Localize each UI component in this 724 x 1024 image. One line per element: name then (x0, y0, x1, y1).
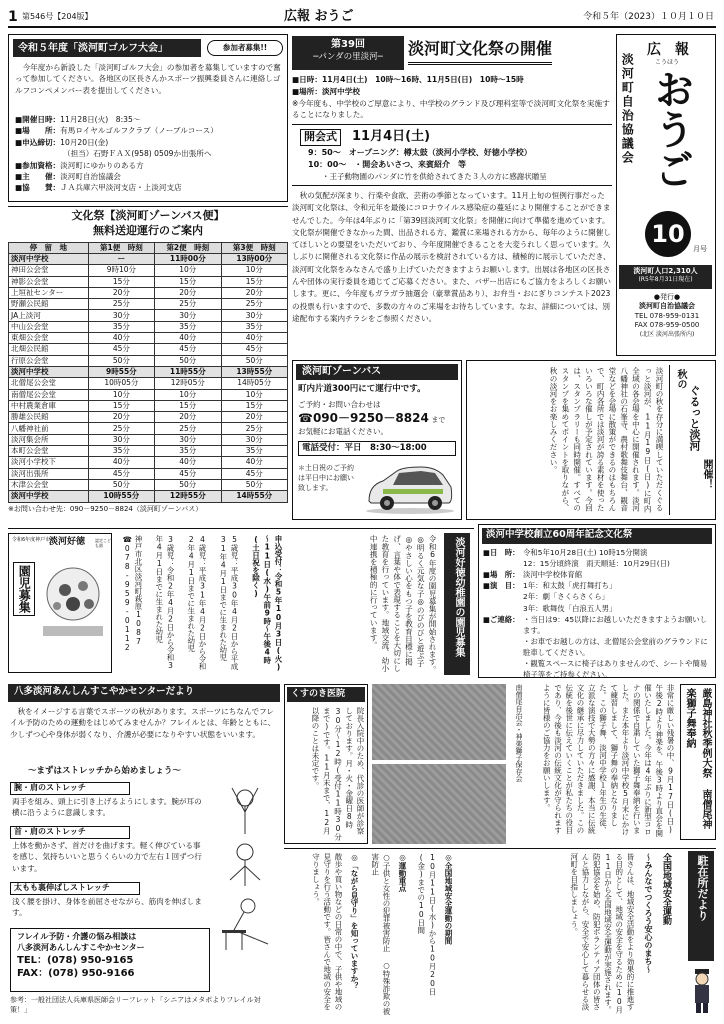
anniversary-title: 淡河中学校創立60周年記念文化祭 (482, 528, 712, 544)
bus-time-cell: 45分 (155, 344, 221, 355)
bus-time-cell: 45分 (88, 344, 154, 355)
kindergarten-contact: 神戸市北区淡河町萩原1087 ☎078-959-0112 (122, 535, 143, 652)
bus-time-cell: 40分 (221, 333, 287, 344)
zone-bus-note: ＊土日祝のご予約は平日中にお願い致します。 (298, 464, 354, 493)
masthead-issuer: ●発行● 淡河町自治協議会 TEL 078-959-0131 FAX 078-959-0500 (北区 淡河出張所内) (634, 293, 700, 338)
zone-bus-section (292, 360, 462, 520)
golf-details (15, 114, 283, 194)
kindergarten-title: 淡河好徳幼稚園の園児募集 (444, 533, 470, 675)
police-point-label: ◎運動重点 (398, 853, 407, 892)
festival-title: 淡河町文化祭の開催 (408, 38, 552, 65)
kindergarten-flyer: 令和6年度神戸市立 淡河好徳 認定こども園 園児募集 (8, 533, 112, 673)
bus-stop-cell: 淡河出張所 (9, 468, 89, 479)
bus-stop-cell: 神田公会堂 (9, 265, 89, 276)
care-center-intro: 秋をイメージする言葉でスポーツの秋があります。スポーツにちなんでフレイル予防のための運動をはじめてみませんか？フレイルとは、年齢とともに、少しずつ心や身体が弱くなり、介護が必要になりやすい状態をいいます。 (10, 707, 276, 739)
shrine-body: 非常に厳しい残暑の中、9月17日(日)午後2時より神楽を、午後3時より直会を開催いたしました。今年は4年ぶりに新型コロナの関係で自粛していた獅子舞奉納を行いました。また本年より淡河中学校5月末にかけて練習しまして、獅子舞の奉納となりました。この獅子舞、淡河中学校１年生の生徒、立派な演技で大勢の方々に感謝、本当に伝統文化の継承に尽力していただきました。この伝統を後世に伝えていくことが私たちの役目であり、今後も淡河の伝統文化が守られますように皆様のご協力をお願いします。 (542, 684, 675, 837)
bus-time-cell: 45分 (221, 344, 287, 355)
festival-section (292, 34, 612, 356)
bus-time-cell: 25分 (221, 299, 287, 310)
kindergarten-age4: 4歳児：平成31年4月2日から令和2年4月1日までに生まれた幼児 (186, 535, 207, 670)
table-row (9, 287, 288, 298)
table-row (9, 366, 288, 377)
zone-bus-contact: ご予約・お問い合わせは (298, 400, 381, 409)
police-watch: ◎「ながら見守り」を知っていますか？ (350, 853, 359, 990)
bus-stop-cell: 上垣祉センター (9, 287, 89, 298)
bus-time-cell: 10分 (221, 389, 287, 400)
bus-time-cell: 40分 (221, 457, 287, 468)
bus-time-cell: 12時55分 (155, 491, 221, 502)
kindergarten-apply: 申込受付：令和5年10月3日(火)～11日(水)午前9時～午後4時(土日祝を除く) (251, 535, 283, 672)
zone-bus-hours: 電話受付：平日 8:30～18:00 (298, 441, 456, 456)
column-header: 停 留 地 (9, 242, 89, 253)
bus-stop-cell: 淡河中学校 (9, 491, 89, 502)
stretch-2-text: 上体を動かさず、首だけを曲げます。軽く伸びている事を感じ、気持ちいいと思うくらいの力で左右１回ずつ行います。 (12, 841, 202, 873)
anniversary-row: 12：15分頃終演 雨天順延：10月29日(日) (523, 559, 670, 569)
table-row (9, 310, 288, 321)
anniversary-row: 2年：劇「さくらさくら」 (523, 592, 610, 602)
anniversary-details (483, 547, 713, 680)
table-row (9, 321, 288, 332)
bus-time-cell: 15分 (88, 400, 154, 411)
page-number: 1 (8, 9, 18, 25)
festival-body: 秋の気配が深まり、行楽や食欲、芸術の季節となっています。11月上旬の恒例行事だった淡河町文化祭は、令和元年を最後にコロナウイルス感染症の蔓延により開催することができませんでした。今年は4年ぶりに「第39回淡河町文化祭」を開催に向けて準備を進めています。文化祭が開催できなかった間、出品される方、鑑賞に来場される方から、毎年のように開催してほしいとの要望をいただいており、今年度開催できることを大変うれしく思っています。久しぶりに開催される文化祭に作品の展示を検討されている方は、積極的に展示していただき、淡河町文化祭をみなさんで盛り上げていただきますようお願いします。出展は各地区の区長さんや団体の実行委員を通じてご応募ください。また、バザー出店にもご協力をよろしくお願いします。更に、今年度もガラガラ抽選会（豪華賞品あり）、お弁当・おにぎりコンテスト2023の投票も行いますので、多数の方々のご来場をお待ちしています。なお、詳細については、別途配布する案内チラシをご参照ください。 (292, 191, 611, 323)
masthead-name: おうご (648, 69, 695, 189)
stretch-1-text: 両手を組み、頭上に引き上げるようにします。腕が耳の横に沿うように意識します。 (12, 797, 202, 818)
issue-date: 令和５年（2023）１０月１０日 (583, 12, 714, 22)
stretch-heading: ～まずはストレッチから始めましょう～ (28, 766, 181, 776)
column-header: 第2便 時刻 (155, 242, 221, 253)
kindergarten-illustration (37, 560, 109, 640)
anniversary-section (478, 524, 716, 678)
bus-time-cell: 14時05分 (221, 378, 287, 389)
bus-stop-cell: 神影公会堂 (9, 276, 89, 287)
bus-stop-cell: 北畑公民館 (9, 344, 89, 355)
masthead-month-suffix: 月号 (693, 245, 707, 253)
bus-time-cell: 20分 (221, 287, 287, 298)
anniversary-row: ■場 所： 淡河中学校体育館 (483, 570, 583, 580)
stretch-3-title: 太もも裏伸ばしストレッチ (10, 882, 140, 895)
care-center-title: 八多淡河あんしんすこやかセンターだより (8, 684, 280, 702)
bus-time-cell: 15分 (221, 400, 287, 411)
column-header: 第3便 時刻 (221, 242, 287, 253)
bus-time-cell: 15分 (155, 276, 221, 287)
shrine-title: 厳島神社秋季例大祭 南僧尾神楽獅子舞奉納 (680, 684, 716, 840)
bus-time-cell: 12時05分 (155, 378, 221, 389)
bus-note: ※お問い合わせ先：090－9250－8824（淡河町ゾーンバス） (8, 504, 203, 513)
bus-stop-cell: 野瀬公民館 (9, 299, 89, 310)
masthead-month-circle: 10 (645, 211, 691, 257)
table-row (9, 400, 288, 411)
bus-stop-cell: 淡河小学校下 (9, 457, 89, 468)
autumn-event-body: 淡河町の秋を存分に満喫していただくぐるっと淡河が、11月19日(日)に町内全域の各会場を中心に開催されます。淡河八幡神社の石峯寺、農村歌舞伎舞台、観音堂などを会場に散策ができるのはもちろんで、町内各所では淡河が誇る素材を使ったいろいろな催しが予定されています。今回は、スタンプラリーも同時開催。すべてのスタンプを集めてポイントを取りながら、秋の淡河をお楽しみください。 (549, 367, 664, 513)
anniversary-row: ■日 時： 令和5年10月28日(土) 10時15分開演 (483, 548, 648, 557)
bus-time-cell: 35分 (155, 321, 221, 332)
masthead-kan: 広 報 (647, 42, 689, 58)
table-row (9, 457, 288, 468)
bus-time-cell: 45分 (88, 468, 154, 479)
golf-row: ■場 所：有馬ロイヤルゴルフクラブ（ノーブルコース） (15, 126, 218, 136)
table-row (9, 253, 288, 264)
table-row (9, 344, 288, 355)
clinic-title: くすのき医院 (287, 687, 365, 702)
anniversary-row: ■演 目： 1年：和太鼓「虎打舞打ち」 (483, 581, 617, 591)
opening-schedule-1: 9：50～ オープニング：樽太鼓（淡河小学校、好徳小学校） (308, 148, 532, 157)
zone-bus-lead: 町内片道300円にて運行中です。 (298, 384, 426, 394)
bus-time-cell: 25分 (155, 423, 221, 434)
opening-schedule-2: 10：00～ ・開会あいさつ、来賓紹介 等 (308, 160, 466, 169)
bus-time-cell: 13時00分 (221, 253, 287, 264)
anniversary-row: ・観覧スペースに椅子はありませんので、シートや簡易椅子等をご持参ください。 (523, 659, 708, 680)
bus-time-cell: 20分 (155, 412, 221, 423)
kindergarten-age3: 3歳児：令和2年4月2日から令和3年4月1日までに生まれた幼児 (154, 535, 175, 670)
care-center-reference: 参考：一般社団法人兵庫県医師会リーフレット「シニアはメタボよりフレイル対策！」 (10, 996, 261, 1014)
kindergarten-age5: 5歳児：平成30年4月2日から平成31年4月1日までに生まれた幼児 (218, 535, 239, 670)
bus-time-cell: 15分 (88, 276, 154, 287)
table-row (9, 333, 288, 344)
police-body: 皆さんは、地域安全活動をより効果的に推進する目的として、地域の安全を守るために10月11日から全国地域安全運動が実施されます。防犯協会を始め、防犯ボランティア団体の皆さんと協力しながら、安全で安心して暮らせる淡河町を目指しましょう。 (569, 853, 635, 1014)
bus-time-cell: 10分 (155, 265, 221, 276)
table-row (9, 479, 288, 490)
bus-time-cell: 30分 (221, 310, 287, 321)
shrine-section (510, 684, 716, 844)
bus-time-cell: 25分 (88, 299, 154, 310)
police-officer-icon (690, 967, 714, 1015)
bus-stop-cell: 中村農業倉庫 (9, 400, 89, 411)
anniversary-row: ■ご連絡： ・当日は9：45以降にお越しいただきますようお願いします。 (483, 614, 708, 635)
table-row (9, 412, 288, 423)
bus-time-cell: 35分 (221, 446, 287, 457)
masthead-ruby: こうほう (655, 59, 680, 66)
bus-stop-cell: 木津公会堂 (9, 479, 89, 490)
bus-time-cell: 30分 (88, 434, 154, 445)
bus-stop-cell: 淡河中学校 (9, 366, 89, 377)
opening-schedule-3: ・王子動物園のパンダに竹を供給されてきた３人の方に感謝状贈呈 (322, 172, 547, 181)
kindergarten-body: 令和6年度の園児募集が開始されます。◎明るく元気な子◎のびのびと遊ぶ子◎やさしい心をもつ子を教育目標に掲げ、言葉や体で表現することを大切にした教育を行っています。地域交流、幼小中連携を積極的に行っています。 (369, 535, 437, 674)
bus-time-cell: 20分 (88, 287, 154, 298)
bus-time-cell: 50分 (221, 479, 287, 490)
bus-time-cell: 25分 (155, 299, 221, 310)
bus-timetable (8, 242, 288, 503)
bus-time-cell: 50分 (88, 479, 154, 490)
bus-time-cell: 10分 (155, 389, 221, 400)
bus-time-cell: 35分 (88, 321, 154, 332)
bus-time-cell: 30分 (221, 434, 287, 445)
bus-time-cell: 13時55分 (221, 366, 287, 377)
bus-time-cell: 30分 (155, 310, 221, 321)
bus-subtitle: 無料送迎運行のご案内 (93, 223, 203, 237)
care-center-fax: FAX：(078) 950-9166 (17, 968, 135, 980)
bus-time-cell: 10時05分 (88, 378, 154, 389)
bus-time-cell: 10分 (221, 265, 287, 276)
table-row (9, 434, 288, 445)
golf-title: 令和５年度「淡河町ゴルフ大会」 (13, 39, 201, 57)
bus-time-cell: 15分 (155, 400, 221, 411)
table-row (9, 276, 288, 287)
shrine-sign: 南僧尾自治会・神楽獅子保存会 (515, 684, 523, 782)
bus-time-cell: 35分 (155, 446, 221, 457)
table-row (9, 491, 288, 502)
bus-time-cell: 10時55分 (88, 491, 154, 502)
golf-row: （担当）石野ＦＡＸ(958) 0509か出張所へ (63, 149, 212, 159)
bus-time-cell: 45分 (221, 468, 287, 479)
bus-stop-cell: 東畑公会堂 (9, 333, 89, 344)
bus-stop-cell: 八幡神社前 (9, 423, 89, 434)
bus-title: 文化祭【淡河町ゾーンバス便】 (8, 206, 288, 224)
table-row (9, 355, 288, 366)
bus-time-cell: 50分 (155, 355, 221, 366)
bus-time-cell: 30分 (155, 434, 221, 445)
zone-bus-phone-line[interactable]: ☎090－9250－8824 まで (298, 411, 446, 425)
masthead-population: 淡河町人口2,310人 (R5年8月31日現在) (619, 265, 712, 289)
bus-section (8, 206, 288, 524)
bus-time-cell: 15分 (221, 276, 287, 287)
golf-row: ■参加資格：淡河町にゆかりのある方 (15, 160, 144, 170)
bus-time-cell: 25分 (88, 423, 154, 434)
anniversary-row: 3年：歌舞伎「白浪五人男」 (523, 603, 617, 613)
bus-time-cell: 20分 (221, 412, 287, 423)
autumn-event-title: 秋の ぐるっと淡河 開催！ (669, 365, 713, 515)
clinic-body: 院長入院中のため、代診の医師が診察しております。月・火・金曜日8時30分～12時(受付11時30分まで)です。11月末まで、12月以降のことは未定です。 (311, 707, 365, 841)
golf-intro: 今年度から新設した「淡河町ゴルフ大会」の参加者を募集していますので奮って参加してください。各地区の区長さんかスポーツ振興委員さんに連絡しゴルフコンペメンバー表を提出してください。 (15, 63, 281, 95)
festival-place: ■場所：淡河中学校 (292, 87, 360, 96)
bus-stop-cell: 北僧尾公会堂 (9, 378, 89, 389)
opening-label: 開会式 (300, 129, 341, 146)
shrine-photo-top (372, 684, 506, 760)
bus-stop-cell: 中山公会堂 (9, 321, 89, 332)
police-section (284, 848, 716, 1018)
masthead-org-vertical: 淡河町自治協議会 (620, 53, 635, 165)
bus-time-cell: 25分 (221, 423, 287, 434)
bus-time-cell: 40分 (155, 333, 221, 344)
clinic-section (284, 684, 368, 844)
bus-time-cell: 40分 (88, 333, 154, 344)
table-row (9, 423, 288, 434)
stretch-1-title: 腕・肩のストレッチ (10, 782, 130, 795)
opening-date: 11月4日(土) (352, 129, 431, 144)
golf-badge: 参加者募集!! (207, 40, 283, 56)
column-header: 第1便 時刻 (88, 242, 154, 253)
newsletter-title: 広報 おうご (284, 9, 354, 24)
bus-time-cell: 20分 (88, 412, 154, 423)
zone-bus-contact2: お気軽にお電話ください。 (298, 427, 388, 436)
golf-row: ■開催日時：11月28日(火) 8:35～ (15, 115, 141, 124)
zone-bus-phone[interactable]: ☎090－9250－8824 (298, 411, 429, 425)
bus-stop-cell: 淡河集会所 (9, 434, 89, 445)
festival-edition: 第39回 ─パンダの里淡河─ (292, 36, 404, 70)
bus-time-cell: 50分 (221, 355, 287, 366)
bus-time-cell: 40分 (155, 457, 221, 468)
bus-stop-cell: 南僧尾公会堂 (9, 389, 89, 400)
bus-time-cell: 10分 (88, 389, 154, 400)
table-row (9, 446, 288, 457)
kindergarten-section (8, 528, 474, 678)
anniversary-row: ・お車でお越しの方は、北僧尾公会堂前のグラウンドに駐車してください。 (523, 636, 708, 657)
table-header-row (9, 242, 288, 253)
stretch-illustration (212, 784, 278, 954)
bus-time-cell: 11時00分 (155, 253, 221, 264)
bus-time-cell: 40分 (88, 457, 154, 468)
bus-time-cell: 9時55分 (88, 366, 154, 377)
golf-row: ■協 賛：ＪＡ兵庫六甲淡河支店・上淡河支店 (15, 183, 182, 193)
bus-time-cell: 50分 (155, 479, 221, 490)
autumn-event-section (466, 360, 716, 520)
stretch-2-title: 首・肩のストレッチ (10, 826, 130, 839)
festival-datetime: ■日時：11月4日(土) 10時～16時、11月5日(日) 10時～15時 (292, 75, 524, 84)
zone-bus-title: 淡河町ゾーンバス (296, 364, 458, 380)
golf-section (8, 34, 288, 202)
stretch-3-text: 浅く腰を掛け、身体を前屈させながら、筋肉を伸ばします。 (12, 897, 202, 918)
police-watch-body: 散歩や買い物などの日常の中で、子供や地域の見守りを行う活動です。皆さんで地域の安全を守りましょう。 (311, 853, 343, 1011)
bus-stop-cell: JA上淡河 (9, 310, 89, 321)
opening-box (292, 124, 612, 186)
police-period: 10月11日(水)から10月20日(金)までの10日間 (416, 853, 437, 996)
care-center-contact: フレイル予防・介護の悩み相談は 八多淡河あんしんすこやかセンター TEL：(078) 950-9165 FAX：(078) 950-9166 (10, 928, 210, 992)
bus-time-cell: 30分 (88, 310, 154, 321)
table-row (9, 265, 288, 276)
police-subtitle-2: ～みんなでつくろう安心のまち～ (644, 853, 653, 973)
golf-row: ■主 催：淡河町自治協議会 (15, 171, 121, 181)
police-period-label: ◎全国地域安全運動の期間 (444, 853, 453, 945)
bus-time-cell: 35分 (88, 446, 154, 457)
zone-bus-car-image (363, 461, 457, 515)
festival-note: ※今年度も、中学校のご厚意により、中学校のグランド及び理科室等で淡河町文化祭を実施することになりました。 (292, 99, 610, 120)
issue-number: 第546号【204版】 (22, 12, 93, 21)
bus-time-cell: 14時55分 (221, 491, 287, 502)
bus-stop-cell: 本町公会堂 (9, 446, 89, 457)
recruit-label: 園児募集 (13, 562, 35, 616)
shrine-photo-bottom (372, 764, 506, 844)
bus-time-cell: 50分 (88, 355, 154, 366)
table-row (9, 378, 288, 389)
bus-time-cell: 45分 (155, 468, 221, 479)
police-title: 駐在所だより (688, 851, 714, 961)
bus-stop-cell: 淡河中学校 (9, 253, 89, 264)
bus-time-cell: 11時55分 (155, 366, 221, 377)
bus-time-cell: 20分 (155, 287, 221, 298)
table-row (9, 389, 288, 400)
table-row (9, 299, 288, 310)
table-row (9, 468, 288, 479)
bus-stop-cell: 行原公会堂 (9, 355, 89, 366)
bus-time-cell: ー (88, 253, 154, 264)
police-subtitle: 全国地域安全運動 (661, 853, 671, 925)
care-center-tel[interactable]: TEL：(078) 950-9165 (17, 954, 134, 966)
care-center-section (8, 684, 280, 1018)
bus-stop-cell: 勝雄公民館 (9, 412, 89, 423)
page-header (8, 6, 716, 28)
police-points: ○子供と女性の犯罪被害防止 ○特殊詐欺の被害防止 (370, 853, 391, 1015)
masthead (616, 34, 716, 356)
bus-time-cell: 9時10分 (88, 265, 154, 276)
bus-time-cell: 35分 (221, 321, 287, 332)
golf-row: ■申込締切：10月20日(金) (15, 137, 109, 147)
